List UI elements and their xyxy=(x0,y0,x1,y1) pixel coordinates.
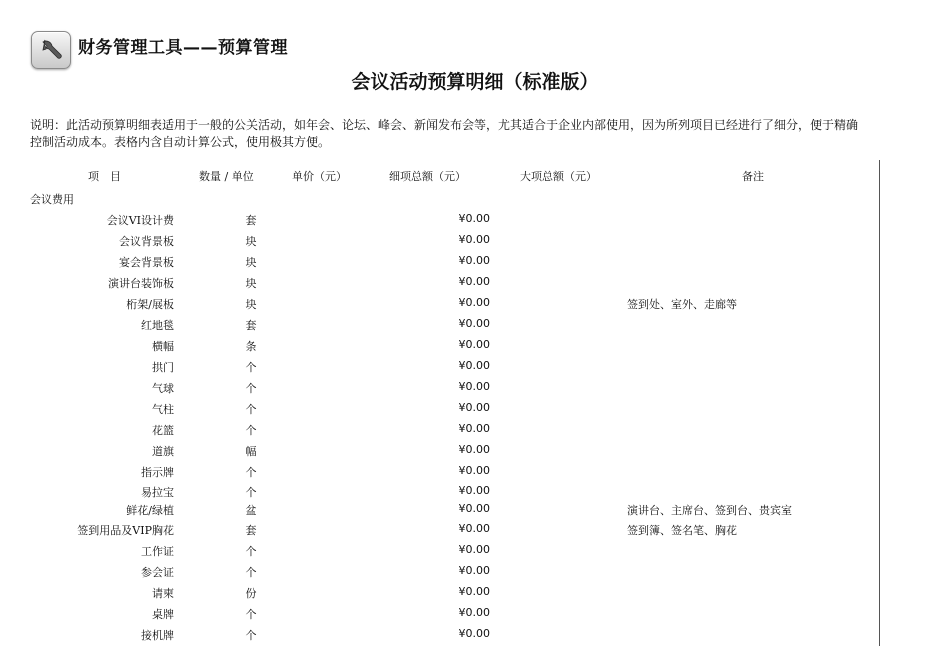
right-border xyxy=(879,160,880,646)
table-row xyxy=(0,440,880,460)
item-amount: ¥0.00 xyxy=(458,606,490,619)
item-amount: ¥0.00 xyxy=(458,254,490,267)
table-row xyxy=(0,603,880,623)
item-name: 易拉宝 xyxy=(141,486,174,499)
table-row xyxy=(0,335,880,355)
item-name: 参会证 xyxy=(141,566,174,579)
item-amount: ¥0.00 xyxy=(458,627,490,640)
item-name: 拱门 xyxy=(152,361,174,374)
item-unit: 个 xyxy=(245,382,257,395)
item-name: 会议VI设计费 xyxy=(106,214,174,227)
table-row xyxy=(0,582,880,602)
table-row xyxy=(0,461,880,481)
item-note: 演讲台、主席台、签到台、贵宾室 xyxy=(627,504,792,517)
item-amount: ¥0.00 xyxy=(458,543,490,556)
section-label: 会议费用 xyxy=(30,193,74,206)
item-amount: ¥0.00 xyxy=(458,522,490,535)
item-name: 桁架/展板 xyxy=(126,298,174,311)
item-unit: 块 xyxy=(245,277,257,290)
item-unit: 幅 xyxy=(245,445,257,458)
description xyxy=(30,117,880,151)
item-amount: ¥0.00 xyxy=(458,401,490,414)
column-header-item: 项 目 xyxy=(88,170,121,183)
table-row xyxy=(0,419,880,439)
column-header-note: 备注 xyxy=(742,170,764,183)
item-amount: ¥0.00 xyxy=(458,317,490,330)
item-amount: ¥0.00 xyxy=(458,233,490,246)
item-unit: 块 xyxy=(245,235,257,248)
table-row xyxy=(0,561,880,581)
table-row xyxy=(0,481,880,501)
item-name: 气柱 xyxy=(152,403,174,416)
item-name: 接机牌 xyxy=(141,629,174,642)
item-name: 签到用品及VIP胸花 xyxy=(77,524,174,537)
item-unit: 个 xyxy=(245,545,257,558)
item-amount: ¥0.00 xyxy=(458,338,490,351)
description-line-1: 说明：此活动预算明细表适用于一般的公关活动，如年会、论坛、峰会、新闻发布会等，尤其适合于企业内部使用，因为所列项目已经进行了细分，便于精确 xyxy=(30,118,859,132)
item-unit: 条 xyxy=(245,340,257,353)
item-name: 指示牌 xyxy=(141,466,174,479)
app-title: 财务管理工具——预算管理 xyxy=(78,38,288,58)
item-amount: ¥0.00 xyxy=(458,443,490,456)
item-name: 桌牌 xyxy=(152,608,174,621)
column-header-subtotal: 细项总额（元） xyxy=(389,170,466,183)
item-note: 签到簿、签名笔、胸花 xyxy=(627,524,737,537)
table-row xyxy=(0,272,880,292)
item-unit: 份 xyxy=(245,587,257,600)
item-unit: 个 xyxy=(245,466,257,479)
column-header-total: 大项总额（元） xyxy=(520,170,597,183)
item-amount: ¥0.00 xyxy=(458,464,490,477)
item-amount: ¥0.00 xyxy=(458,585,490,598)
item-unit: 个 xyxy=(245,608,257,621)
item-name: 宴会背景板 xyxy=(119,256,174,269)
item-amount: ¥0.00 xyxy=(458,564,490,577)
table-row xyxy=(0,356,880,376)
table-row xyxy=(0,314,880,334)
wrench-icon xyxy=(31,31,71,69)
table-row xyxy=(0,519,880,539)
table-row xyxy=(0,230,880,250)
item-name: 气球 xyxy=(152,382,174,395)
description-line-2: 控制活动成本。表格内含自动计算公式，使用极其方便。 xyxy=(30,135,331,149)
item-amount: ¥0.00 xyxy=(458,275,490,288)
item-unit: 块 xyxy=(245,256,257,269)
column-header-quantity: 数量 / 单位 xyxy=(199,170,254,183)
item-unit: 个 xyxy=(245,424,257,437)
table-row xyxy=(0,377,880,397)
item-amount: ¥0.00 xyxy=(458,296,490,309)
item-amount: ¥0.00 xyxy=(458,422,490,435)
table-row xyxy=(0,209,880,229)
item-unit: 套 xyxy=(245,319,257,332)
item-amount: ¥0.00 xyxy=(458,502,490,515)
item-unit: 个 xyxy=(245,566,257,579)
item-name: 红地毯 xyxy=(141,319,174,332)
item-unit: 套 xyxy=(245,524,257,537)
table-row xyxy=(0,499,880,519)
item-unit: 个 xyxy=(245,486,257,499)
table-row xyxy=(0,624,880,644)
item-unit: 套 xyxy=(245,214,257,227)
item-amount: ¥0.00 xyxy=(458,359,490,372)
item-name: 工作证 xyxy=(141,545,174,558)
table-row xyxy=(0,540,880,560)
item-amount: ¥0.00 xyxy=(458,212,490,225)
table-row xyxy=(0,398,880,418)
item-name: 鲜花/绿植 xyxy=(126,504,174,517)
item-unit: 个 xyxy=(245,629,257,642)
item-name: 会议背景板 xyxy=(119,235,174,248)
item-note: 签到处、室外、走廊等 xyxy=(627,298,737,311)
item-unit: 盆 xyxy=(245,504,257,517)
table-row xyxy=(0,251,880,271)
item-unit: 块 xyxy=(245,298,257,311)
item-unit: 个 xyxy=(245,361,257,374)
item-amount: ¥0.00 xyxy=(458,380,490,393)
item-name: 道旗 xyxy=(152,445,174,458)
item-name: 请柬 xyxy=(152,587,174,600)
item-name: 横幅 xyxy=(152,340,174,353)
item-amount: ¥0.00 xyxy=(458,484,490,497)
item-name: 演讲台装饰板 xyxy=(108,277,174,290)
column-header-price: 单价（元） xyxy=(292,170,347,183)
table-row xyxy=(0,293,880,313)
item-unit: 个 xyxy=(245,403,257,416)
item-name: 花篮 xyxy=(152,424,174,437)
document-title: 会议活动预算明细（标准版） xyxy=(351,71,599,93)
